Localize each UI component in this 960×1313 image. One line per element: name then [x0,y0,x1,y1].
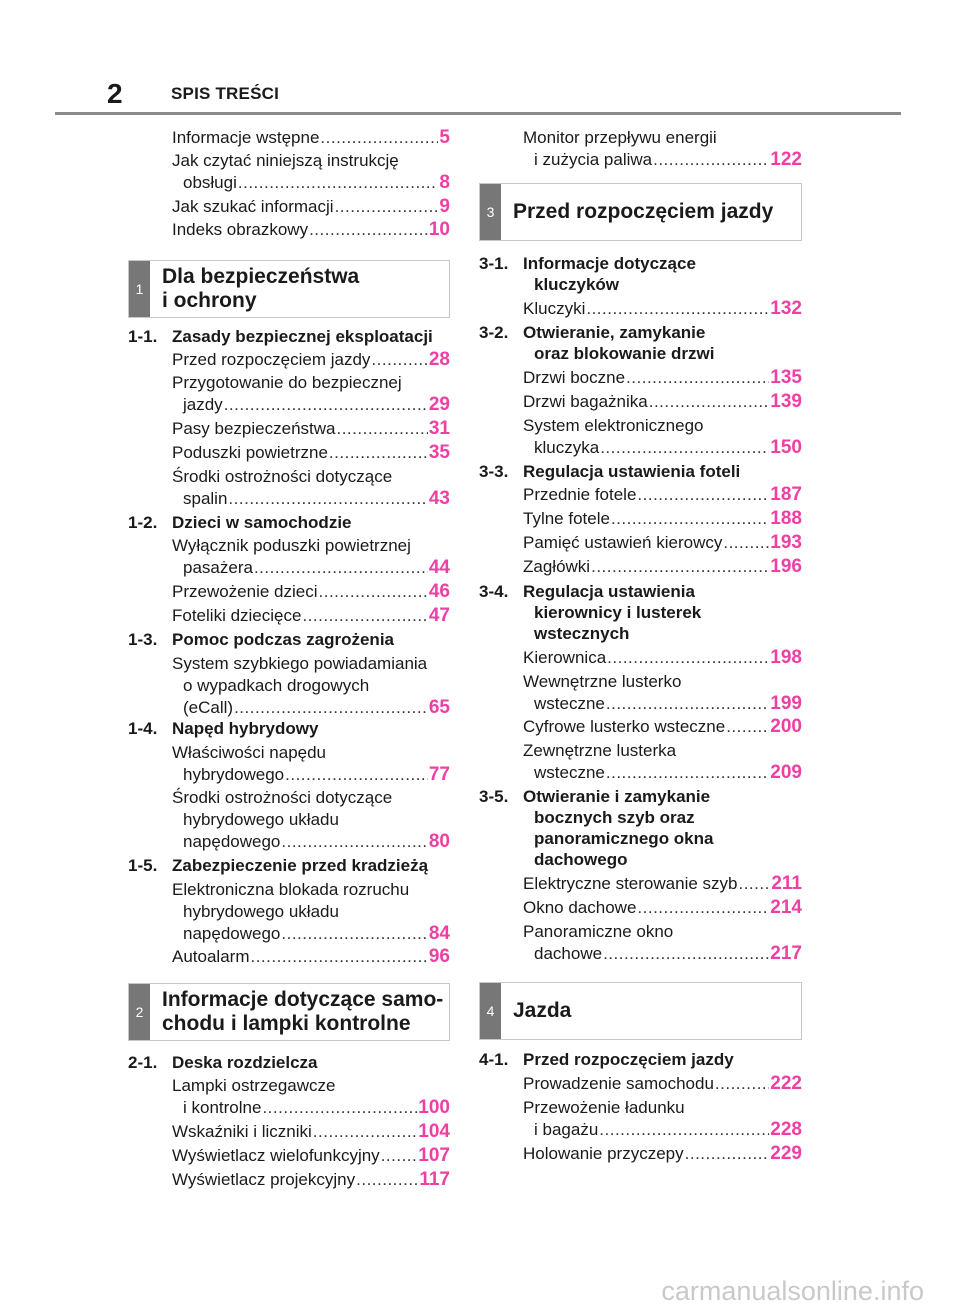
page-link[interactable]: 198 [770,647,802,668]
toc-entry-text: (eCall) [183,698,234,717]
dot-leader [603,943,769,965]
toc-entry[interactable] [523,647,802,669]
toc-entry-leader [172,557,450,579]
page-link[interactable]: 47 [428,605,450,626]
toc-entry-leader [172,764,450,786]
header-rule [55,112,901,115]
chapter-banner[interactable] [128,260,450,318]
dot-leader [649,391,770,413]
toc-entry[interactable] [172,1121,450,1143]
toc-entry[interactable] [523,740,802,784]
dot-leader [335,196,439,218]
toc-entry-leader [523,391,802,413]
toc-entry-leader [523,647,802,669]
section-number: 3-2. [479,323,509,342]
dot-leader [586,298,769,320]
section-title-line: Zasady bezpiecznej eksploatacji [172,327,433,346]
page-link[interactable]: 43 [428,488,450,509]
page-link[interactable]: 65 [428,697,450,718]
section-title-line: oraz blokowanie drzwi [534,344,715,363]
dot-leader [302,605,427,627]
page-link[interactable]: 44 [428,557,450,578]
page-link[interactable]: 80 [428,831,450,852]
toc-entry-leader [523,873,802,895]
chapter-title [162,984,443,1040]
toc-entry-leader [523,367,802,389]
toc-entry-line: Środki ostrożności dotyczące [172,467,393,486]
toc-entry-leader [172,1145,450,1167]
section-title-line: Otwieranie i zamykanie [523,787,711,806]
page-link[interactable]: 193 [770,532,802,553]
dot-leader [281,831,427,853]
page-link[interactable]: 9 [439,196,450,217]
page-link[interactable]: 209 [770,762,802,783]
chapter-title-line: Informacje dotyczące samo- [162,988,444,1011]
toc-entry-text: Cyfrowe lusterko wsteczne [523,717,726,736]
toc-entry[interactable] [172,466,450,510]
page-title: SPIS TREŚCI [171,84,280,103]
dot-leader [250,946,427,968]
toc-entry-leader [172,418,450,440]
dot-leader [591,556,769,578]
toc-entry[interactable] [172,150,450,194]
toc-entry[interactable] [523,556,802,578]
toc-entry-text: Pamięć ustawień kierowcy [523,533,723,552]
page-link[interactable]: 29 [428,394,450,415]
section-number: 3-5. [479,787,509,806]
page-link[interactable]: 222 [770,1073,802,1094]
dot-leader [320,127,438,149]
dot-leader [685,1143,770,1165]
section-number: 2-1. [128,1053,158,1072]
toc-entry-text: spalin [183,489,228,508]
section-title-line: Deska rozdzielcza [172,1053,318,1072]
toc-entry[interactable] [172,418,450,440]
dot-leader [329,442,428,464]
toc-entry-leader [523,1143,802,1165]
section-number: 3-1. [479,254,509,273]
toc-entry-leader [172,488,450,510]
page-link[interactable]: 117 [419,1169,450,1190]
section-title-line: Zabezpieczenie przed kradzieżą [172,856,429,875]
toc-entry[interactable] [523,484,802,506]
page-link[interactable]: 196 [770,556,802,577]
dot-leader [309,219,428,241]
chapter-banner[interactable] [479,982,802,1040]
toc-entry-text: Drzwi boczne [523,368,626,387]
section-title-line: Napęd hybrydowy [172,719,319,738]
dot-leader [319,581,428,603]
watermark: carmanualsonline.info [661,1276,924,1306]
toc-entry-line: Środki ostrożności dotyczące [172,788,393,807]
dot-leader [371,349,427,371]
toc-entry-leader [172,697,450,719]
section-number: 4-1. [479,1050,509,1069]
toc-entry-text: Tylne fotele [523,509,610,528]
toc-entry-text: Elektryczne sterowanie szyb [523,874,738,893]
toc-entry-leader [523,437,802,459]
toc-entry-line: Wyłącznik poduszki powietrznej [172,536,411,555]
toc-entry-leader [523,943,802,965]
section-title-line: Dzieci w samochodzie [172,513,352,532]
toc-entry-line: Monitor przepływu energii [523,128,717,147]
page-link[interactable]: 199 [770,693,802,714]
page-link[interactable]: 187 [770,484,802,505]
toc-entry-text: i kontrolne [183,1098,262,1117]
toc-entry-text: Informacje wstępne [172,128,320,147]
toc-entry-line: Jak czytać niniejszą instrukcję [172,151,399,170]
dot-leader [726,716,769,738]
chapter-title [513,184,773,240]
toc-entry-leader [523,149,802,171]
toc-entry-text: kluczyka [534,438,600,457]
toc-entry-line: hybrydowego układu [183,810,339,829]
toc-entry-text: dachowe [534,944,603,963]
toc-entry-text: Wyświetlacz wielofunkcyjny [172,1146,380,1165]
toc-entry-text: Foteliki dziecięce [172,606,302,625]
page-link[interactable]: 217 [770,943,802,964]
toc-entry-text: hybrydowego [183,765,285,784]
dot-leader [637,484,769,506]
page-link[interactable]: 229 [770,1143,802,1164]
toc-entry[interactable] [172,1075,450,1119]
toc-entry-leader [172,581,450,603]
toc-entry[interactable] [523,716,802,738]
section-title-line: Otwieranie, zamykanie [523,323,706,342]
toc-entry[interactable] [523,298,802,320]
toc-entry[interactable] [172,442,450,464]
toc-entry-leader [172,394,450,416]
toc-entry-leader [172,1097,450,1119]
section-title-line: Informacje dotyczące [523,254,696,273]
page-link[interactable]: 35 [428,442,450,463]
page-link[interactable]: 8 [439,172,450,193]
toc-entry[interactable] [523,508,802,530]
toc-entry-text: Holowanie przyczepy [523,1144,684,1163]
toc-entry-line: System elektronicznego [523,416,704,435]
toc-entry-leader [172,219,450,241]
toc-entry-text: i zużycia paliwa [534,150,653,169]
page-link[interactable]: 96 [428,946,450,967]
toc-entry[interactable] [172,219,450,241]
toc-entry-text: Drzwi bagażnika [523,392,648,411]
dot-leader [607,647,769,669]
toc-entry-leader [172,442,450,464]
toc-entry-leader [523,556,802,578]
section-title-line: Regulacja ustawienia foteli [523,462,741,481]
toc-entry[interactable] [172,605,450,627]
toc-entry-text: Prowadzenie samochodu [523,1074,714,1093]
toc-entry-text: Pasy bezpieczeństwa [172,419,336,438]
toc-entry[interactable] [172,196,450,218]
page-link[interactable]: 100 [418,1097,450,1118]
toc-entry-text: Przewożenie dzieci [172,582,318,601]
toc-entry-text: pasażera [183,558,253,577]
dot-leader [611,508,769,530]
toc-entry-leader [523,298,802,320]
section-number: 1-2. [128,513,158,532]
toc-entry-text: wsteczne [534,694,605,713]
toc-entry-text: Wskaźniki i liczniki [172,1122,312,1141]
toc-entry-leader [172,196,450,218]
section-number: 1-4. [128,719,158,738]
toc-entry-leader [172,831,450,853]
toc-entry-line: hybrydowego układu [183,902,339,921]
page-link[interactable]: 200 [770,716,802,737]
toc-entry-text: Przednie fotele [523,485,637,504]
toc-entry-text: wsteczne [534,763,605,782]
dot-leader [254,557,428,579]
page-link[interactable]: 84 [428,923,450,944]
toc-entry-leader [523,1119,802,1141]
chapter-tab: 3 [480,184,501,240]
dot-leader [599,1119,769,1141]
toc-entry[interactable] [172,1145,450,1167]
toc-entry-text: obsługi [183,173,237,192]
chapter-tab: 4 [480,983,501,1039]
page-link[interactable]: 10 [428,219,450,240]
toc-entry[interactable] [523,532,802,554]
toc-entry-leader [172,605,450,627]
toc-entry-leader [523,1073,802,1095]
section-title-line: panoramicznego okna [534,829,714,848]
toc-entry-text: Kierownica [523,648,607,667]
toc-entry[interactable] [523,127,802,171]
page-link[interactable]: 188 [770,508,802,529]
toc-entry[interactable] [523,367,802,389]
toc-entry-line: Przygotowanie do bezpiecznej [172,373,402,392]
dot-leader [653,149,769,171]
toc-entry-text: Autoalarm [172,947,250,966]
toc-entry-text: Wyświetlacz projekcyjny [172,1170,356,1189]
toc-entry[interactable] [172,535,450,579]
dot-leader [336,418,427,440]
chapter-banner[interactable] [479,183,802,241]
dot-leader [381,1145,418,1167]
toc-entry[interactable] [523,1073,802,1095]
page-number: 2 [107,78,123,109]
toc-entry-leader [523,693,802,715]
dot-leader [238,172,439,194]
toc-entry[interactable] [523,1143,802,1165]
toc-entry-text: napędowego [183,832,281,851]
toc-entry-line: Właściwości napędu [172,743,327,762]
toc-entry-leader [523,532,802,554]
chapter-title [162,261,359,317]
toc-entry[interactable] [523,671,802,715]
page-link[interactable]: 5 [439,127,450,148]
toc-entry[interactable] [523,921,802,965]
toc-entry-text: Zagłówki [523,557,591,576]
dot-leader [606,693,769,715]
toc-entry-line: Przewożenie ładunku [523,1098,685,1117]
section-number: 3-4. [479,582,509,601]
section-title-line: Regulacja ustawienia [523,582,695,601]
page-link[interactable]: 31 [428,418,450,439]
section-title-line: Pomoc podczas zagrożenia [172,630,394,649]
page-link[interactable]: 214 [770,897,802,918]
toc-entry[interactable] [172,372,450,416]
toc-entry-text: Kluczyki [523,299,586,318]
section-title-line: Przed rozpoczęciem jazdy [523,1050,734,1069]
dot-leader [262,1097,417,1119]
page-link[interactable]: 139 [770,391,802,412]
toc-entry-line: Lampki ostrzegawcze [172,1076,336,1095]
page-link[interactable]: 135 [770,367,802,388]
page-link[interactable]: 107 [418,1145,450,1166]
toc-entry-leader [172,923,450,945]
section-title-line: dachowego [534,850,628,869]
chapter-title-line: Przed rozpoczęciem jazdy [513,200,774,223]
toc-entry-line: Panoramiczne okno [523,922,674,941]
dot-leader [626,367,769,389]
toc-entry-text: i bagażu [534,1120,599,1139]
chapter-title-line: Dla bezpieczeństwa [162,265,360,288]
dot-leader [356,1169,418,1191]
chapter-tab: 1 [129,261,150,317]
toc-entry[interactable] [172,742,450,786]
section-title-line: bocznych szyb oraz [534,808,695,827]
toc-entry-text: jazdy [183,395,223,414]
toc-entry-leader [523,716,802,738]
section-number: 3-3. [479,462,509,481]
chapter-title [513,983,571,1039]
section-title-line: kierownicy i lusterek [534,603,702,622]
section-title-line: kluczyków [534,275,620,294]
section-number: 1-5. [128,856,158,875]
toc-entry-leader [523,897,802,919]
dot-leader [281,923,427,945]
toc-entry-leader [172,172,450,194]
toc-entry-text: Jak szukać informacji [172,197,334,216]
toc-entry[interactable] [523,897,802,919]
toc-entry[interactable] [172,787,450,853]
toc-entry-line: Zewnętrzne lusterka [523,741,677,760]
toc-entry-text: napędowego [183,924,281,943]
toc-entry-leader [523,508,802,530]
dot-leader [723,532,769,554]
toc-entry[interactable] [523,873,802,895]
toc-entry-leader [172,127,450,149]
page-link[interactable]: 132 [770,298,802,319]
toc-entry[interactable] [172,127,450,149]
toc-entry-text: Poduszki powietrzne [172,443,328,462]
toc-entry[interactable] [172,946,450,968]
toc-entry-leader [172,946,450,968]
dot-leader [234,697,428,719]
section-number: 1-1. [128,327,158,346]
page-link[interactable]: 211 [771,873,802,894]
dot-leader [637,897,769,919]
section-number: 1-3. [128,630,158,649]
toc-entry-leader [523,762,802,784]
dot-leader [224,394,428,416]
toc-entry-text: Okno dachowe [523,898,637,917]
chapter-tab: 2 [129,984,150,1040]
toc-entry-leader [523,484,802,506]
toc-entry-line: Elektroniczna blokada rozruchu [172,880,410,899]
dot-leader [738,873,770,895]
chapter-title-line: i ochrony [162,289,257,312]
toc-entry-text: Indeks obrazkowy [172,220,309,239]
dot-leader [285,764,428,786]
page-link[interactable]: 228 [770,1119,802,1140]
toc-entry[interactable] [523,415,802,459]
toc-entry-leader [172,1121,450,1143]
toc-entry[interactable] [172,1169,450,1191]
toc-entry[interactable] [172,349,450,371]
page-link[interactable]: 122 [770,149,802,170]
page-link[interactable]: 150 [770,437,802,458]
page-link[interactable]: 77 [428,764,450,785]
page-link[interactable]: 28 [428,349,450,370]
toc-entry[interactable] [172,879,450,945]
dot-leader [313,1121,418,1143]
toc-entry-line: Wewnętrzne lusterko [523,672,682,691]
toc-entry-text: Przed rozpoczęciem jazdy [172,350,371,369]
toc-entry[interactable] [172,653,450,719]
toc-entry[interactable] [523,1097,802,1141]
dot-leader [715,1073,769,1095]
section-title-line: wstecznych [534,624,630,643]
chapter-title-line: Jazda [513,999,572,1022]
toc-entry-leader [172,1169,450,1191]
toc-entry[interactable] [172,581,450,603]
page-link[interactable]: 46 [428,581,450,602]
chapter-title-line: chodu i lampki kontrolne [162,1012,411,1035]
dot-leader [606,762,769,784]
page-link[interactable]: 104 [418,1121,450,1142]
dot-leader [600,437,769,459]
toc-entry[interactable] [523,391,802,413]
toc-entry-leader [172,349,450,371]
dot-leader [228,488,427,510]
toc-entry-line: o wypadkach drogowych [183,676,370,695]
toc-entry-line: System szybkiego powiadamiania [172,654,428,673]
chapter-banner[interactable] [128,983,450,1041]
